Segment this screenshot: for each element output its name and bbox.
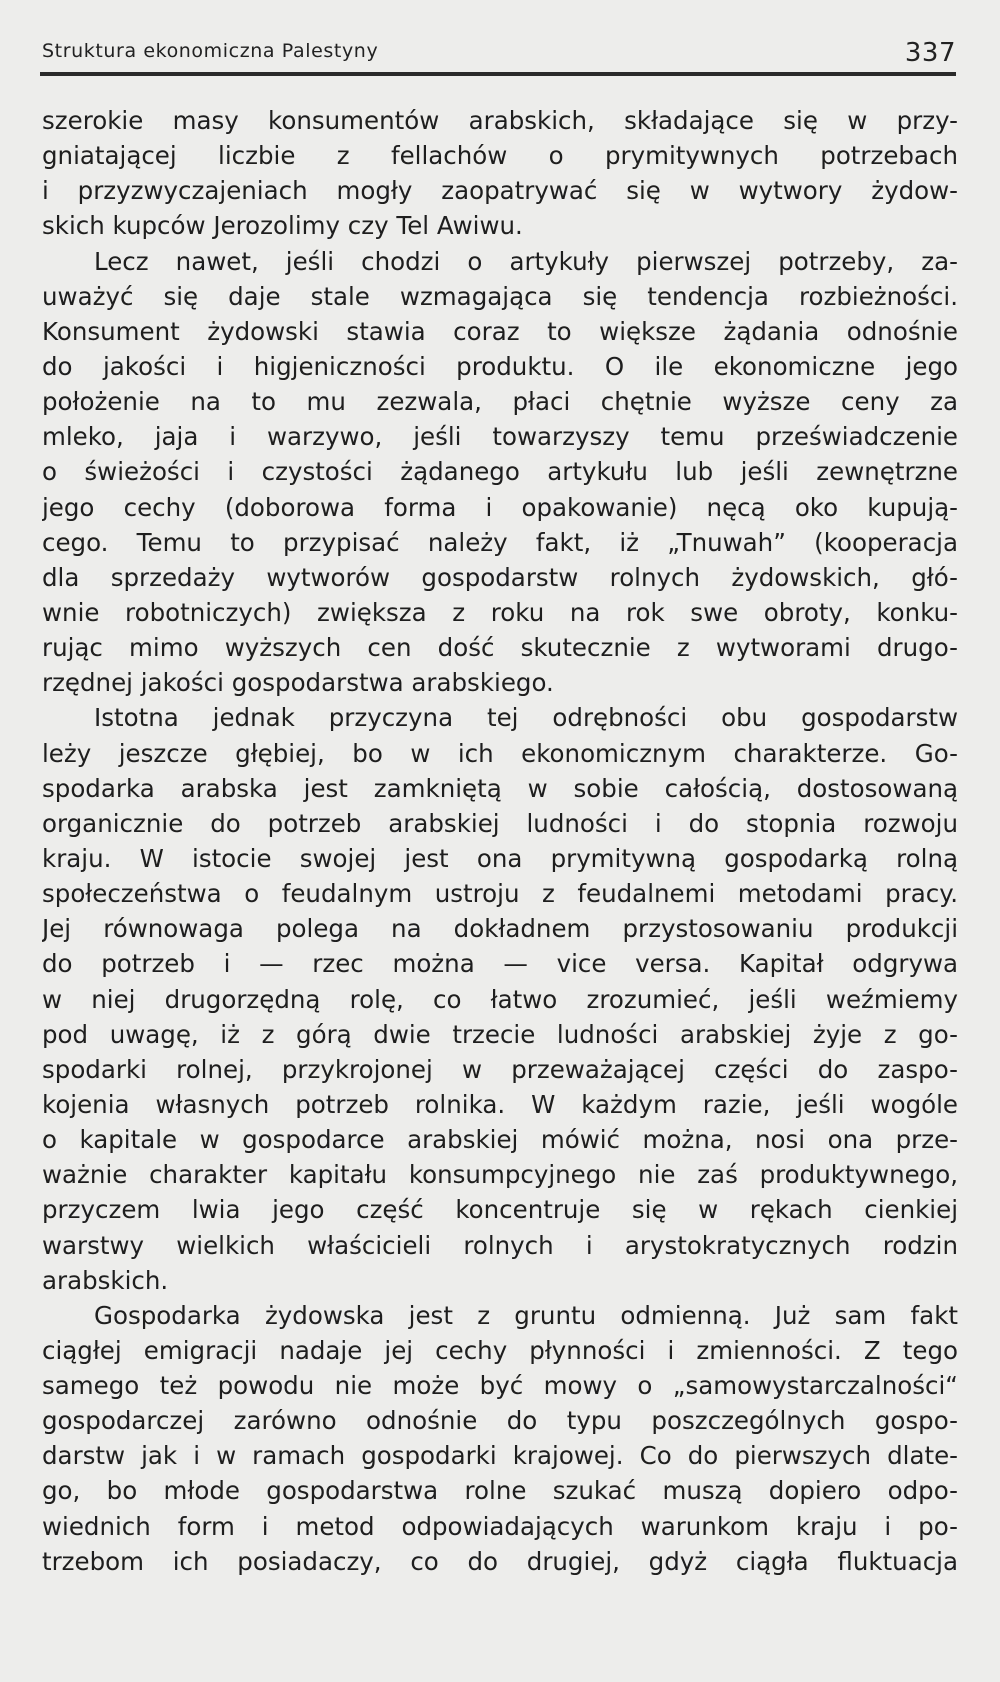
text-line: cego. Temu to przypisać należy fakt, iż „Tnuwah” (kooperacja <box>42 527 958 557</box>
text-line: ważnie charakter kapitału konsumpcyjnego nie zaś produktywnego, <box>42 1160 958 1190</box>
text-line: Jej równowaga polega na dokładnem przystosowaniu produkcji <box>42 914 958 944</box>
text-line: rzędnej jakości gospodarstwa arabskiego. <box>42 668 554 698</box>
text-line: Gospodarka żydowska jest z gruntu odmienną. Już sam fakt <box>94 1300 958 1330</box>
page-header <box>42 38 956 74</box>
body-text <box>42 103 958 1579</box>
text-line: Istotna jednak przyczyna tej odrębności obu gospodarstw <box>94 703 958 733</box>
text-line: pod uwagę, iż z górą dwie trzecie ludności arabskiej żyje z go- <box>42 1019 958 1049</box>
text-line: organicznie do potrzeb arabskiej ludności i do stopnia rozwoju <box>42 808 958 838</box>
text-line: samego też powodu nie może być mowy o „samowystarczalności“ <box>42 1371 958 1401</box>
text-line: do potrzeb i — rzec można — vice versa. Kapitał odgrywa <box>42 949 958 979</box>
text-line: wiednich form i metod odpowiadających warunkom kraju i po- <box>42 1511 958 1541</box>
text-line: leży jeszcze głębiej, bo w ich ekonomicznym charakterze. Go- <box>42 738 958 768</box>
text-line: ciągłej emigracji nadaje jej cechy płynności i zmienności. Z tego <box>42 1335 958 1365</box>
text-line: do jakości i higjeniczności produktu. O ile ekonomiczne jego <box>42 351 958 381</box>
page-number: 337 <box>904 38 956 68</box>
text-line: kraju. W istocie swojej jest ona prymitywną gospodarką rolną <box>42 843 958 873</box>
text-line: w niej drugorzędną rolę, co łatwo zrozumieć, jeśli weźmiemy <box>42 984 958 1014</box>
text-line: kojenia własnych potrzeb rolnika. W każdym razie, jeśli wogóle <box>42 1089 958 1119</box>
text-line: gniatającej liczbie z fellachów o prymitywnych potrzebach <box>42 141 958 171</box>
text-line: jego cechy (doborowa forma i opakowanie) nęcą oko kupują- <box>42 492 958 522</box>
header-rule <box>40 72 956 76</box>
text-line: szerokie masy konsumentów arabskich, składające się w przy- <box>42 106 958 135</box>
text-line: spodarka arabska jest zamkniętą w sobie całością, dostosowaną <box>42 773 958 803</box>
text-line: o kapitale w gospodarce arabskiej mówić można, nosi ona prze- <box>42 1125 958 1155</box>
text-line: wnie robotniczych) zwiększa z roku na rok swe obroty, konku- <box>42 597 958 627</box>
text-line: skich kupców Jerozolimy czy Tel Awiwu. <box>42 211 523 241</box>
running-title: Struktura ekonomiczna Palestyny <box>42 40 379 62</box>
text-line: Lecz nawet, jeśli chodzi o artykuły pierwszej potrzeby, za- <box>94 246 958 276</box>
text-line: dla sprzedaży wytworów gospodarstw rolnych żydowskich, głó- <box>42 562 958 592</box>
text-line: darstw jak i w ramach gospodarki krajowej. Co do pierwszych dlate- <box>42 1441 958 1471</box>
text-line: spodarki rolnej, przykrojonej w przeważającej części do zaspo- <box>42 1054 958 1084</box>
text-line: gospodarczej zarówno odnośnie do typu poszczególnych gospo- <box>42 1406 958 1436</box>
text-line: społeczeństwa o feudalnym ustroju z feudalnemi metodami pracy. <box>42 879 958 909</box>
text-line: o świeżości i czystości żądanego artykułu lub jeśli zewnętrzne <box>42 457 958 487</box>
text-line: Konsument żydowski stawia coraz to większe żądania odnośnie <box>42 316 958 346</box>
text-line: położenie na to mu zezwala, płaci chętnie wyższe ceny za <box>42 387 958 417</box>
text-line: przyczem lwia jego część koncentruje się w rękach cienkiej <box>42 1195 958 1225</box>
text-line: i przyzwyczajeniach mogły zaopatrywać się w wytwory żydow- <box>42 176 958 206</box>
text-line: trzebom ich posiadaczy, co do drugiej, gdyż ciągła fluktuacja <box>42 1546 958 1576</box>
text-line: rując mimo wyższych cen dość skutecznie z wytworami drugo- <box>42 633 958 663</box>
text-line: go, bo młode gospodarstwa rolne szukać muszą dopiero odpo- <box>42 1476 958 1506</box>
text-line: warstwy wielkich właścicieli rolnych i arystokratycznych rodzin <box>42 1230 958 1260</box>
text-line: arabskich. <box>42 1265 169 1295</box>
text-line: mleko, jaja i warzywo, jeśli towarzyszy temu przeświadczenie <box>42 422 958 452</box>
text-line: uważyć się daje stale wzmagająca się tendencja rozbieżności. <box>42 281 958 311</box>
